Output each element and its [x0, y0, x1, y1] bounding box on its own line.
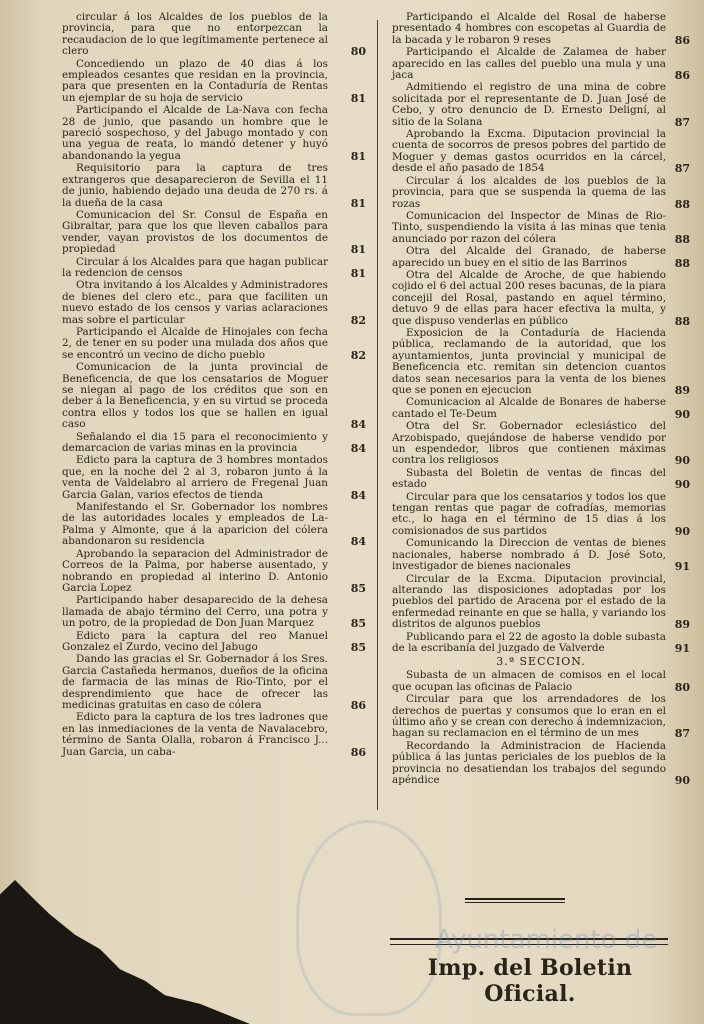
index-entry — [62, 280, 370, 326]
entry-text: Otra del Alcalde de Aroche, de que habiendo cojido el 6 del actual 200 reses bacunas, de la piara concejil del Rosal, pastando en aquel término, detuvo 9 de ellas para hacer efectiva la multa, y que dispuso venderlas en público — [392, 268, 666, 327]
entry-page-number: 88 — [674, 314, 690, 328]
entry-text: Circular para que los arrendadores de los derechos de puertas y consumos que lo eran en el último año y se crean con derecho á indemnizacion, hagan su reclamacion en el término de un mes — [392, 693, 666, 740]
imprint: Imp. del Boletin Oficial. — [427, 955, 633, 1007]
entry-page-number: 89 — [674, 384, 690, 397]
entry-text: Comunicacion de la junta provincial de Beneficencia, de que los censatarios de Moguer se niegan al pago de los créditos que son en deber á la Beneficencia, y en su virtud se proceda contra ellos y todos los que se hallen en igual caso — [62, 361, 328, 431]
entry-page-number: 81 — [350, 196, 366, 210]
entry-page-number: 85 — [350, 640, 366, 654]
entry-page-number: 84 — [350, 442, 366, 456]
index-entry — [62, 502, 370, 548]
entry-page-number: 82 — [350, 313, 366, 327]
index-entry — [62, 631, 370, 654]
entry-text: Circular á los Alcaldes para que hagan publicar la redencion de censos — [62, 255, 328, 279]
index-entry — [392, 47, 690, 81]
entry-page-number: 85 — [350, 617, 366, 631]
entry-page-number: 90 — [674, 524, 690, 538]
index-entry — [392, 468, 690, 491]
index-entry — [392, 632, 690, 655]
entry-page-number: 85 — [350, 581, 366, 595]
entry-page-number: 80 — [350, 45, 366, 59]
entry-text: Dando las gracias el Sr. Gobernador á los Sres. Garcia Castañeda hermanos, dueños de la oficina de farmacia de las minas de Rio-Tinto, por el desprendimiento que hace de ofrecer las medicinas gratuitas en caso de cólera — [62, 653, 328, 711]
index-entry — [62, 549, 370, 595]
entry-page-number: 81 — [350, 149, 366, 163]
closing-rule — [465, 898, 565, 903]
entry-text: Otra del Sr. Gobernador eclesiástico del Arzobispado, quejándose de haberse vendido por un espendedor, libros que contienen máximas contra los religiosos — [392, 420, 666, 467]
index-entry — [392, 211, 690, 245]
entry-text: Señalando el dia 15 para el reconocimiento y demarcacion de varias minas en la provincia — [62, 430, 328, 455]
index-entry — [392, 270, 690, 327]
index-entry — [392, 246, 690, 269]
right-entries — [392, 12, 690, 654]
index-entry — [392, 741, 690, 787]
index-entry — [392, 694, 690, 740]
entry-text: Comunicacion del Sr. Consul de España en Gibraltar, para que los que lleven caballos para vender, vayan provistos de los documentos de propiedad — [62, 208, 328, 256]
entry-text: Otra invitando á los Alcaldes y Administradores de bienes del clero etc., para que faciliten un nuevo estado de los censos y varias aclaraciones mas sobre el particular — [62, 279, 328, 326]
entry-page-number: 81 — [350, 91, 366, 105]
index-entry — [392, 574, 690, 631]
entry-text: Edicto para la captura de los tres ladrones que en las inmediaciones de la venta de Navalacebro, término de Santa Olalla, robaron á Francisco J... Juan Garcia, un caba- — [62, 711, 328, 758]
entry-text: Participando el Alcalde de Zalamea de haber aparecido en las calles del pueblo una mula y una jaca — [392, 46, 666, 82]
entry-text: Participando haber desaparecido de la dehesa llamada de abajo término del Cerro, una potra y un potro, de la propiedad de Don Juan Marquez — [62, 594, 328, 630]
watermark-text: Ayuntamiento de — [435, 925, 658, 955]
index-entry — [392, 670, 690, 693]
index-entry — [392, 538, 690, 572]
entry-text: Aprobando la separacion del Administrador de Correos de la Palma, por haberse ausentado, y nobrando en propiedad al interino D. Antonio Garcia Lopez — [62, 547, 328, 594]
entry-text: circular á los Alcaldes de los pueblos de la provincia, para que no entorpezcan la recaudacion de lo que legítimamente pertenece al clero — [62, 11, 328, 58]
entry-text: Circular para que los censatarios y todos los que tengan rentas que pagar de cofradías, memorias etc., lo haga en el término de 15 dias á los comisionados de sus partidos — [392, 490, 666, 537]
torn-corner — [0, 880, 250, 1024]
index-entry — [392, 328, 690, 396]
entry-page-number: 81 — [350, 243, 366, 257]
left-column — [62, 12, 370, 759]
entry-page-number: 90 — [674, 774, 690, 787]
index-entry — [62, 712, 370, 758]
index-entry — [62, 362, 370, 430]
index-entry — [62, 210, 370, 256]
index-entry — [62, 595, 370, 629]
entry-page-number: 90 — [674, 454, 690, 468]
index-entry — [392, 82, 690, 128]
index-entry — [62, 327, 370, 361]
entry-text: Concediendo un plazo de 40 dias á los empleados cesantes que residan en la provincia, para que presenten en la Contaduría de Rentas un ejemplar de su hoja de servicio — [62, 57, 328, 104]
entry-page-number: 87 — [674, 727, 690, 741]
entry-page-number: 91 — [674, 560, 690, 574]
entry-text: Edicto para la captura del reo Manuel Gonzalez el Zurdo, vecino del Jabugo — [62, 629, 328, 653]
entry-text: Subasta del Boletin de ventas de fincas del estado — [392, 466, 666, 491]
entry-page-number: 81 — [350, 266, 366, 280]
entry-page-number: 84 — [350, 535, 366, 549]
index-entry — [392, 421, 690, 467]
entry-text: Comunicacion del Inspector de Minas de Rio-Tinto, suspendiendo la visita á las minas que tenia anunciado por razon del cólera — [392, 209, 666, 245]
entry-page-number: 84 — [350, 418, 366, 432]
section-entries — [392, 670, 690, 786]
entry-text: Edicto para la captura de 3 hombres montados que, en la noche del 2 al 3, robaron junto á la venta de Valdelabro al arriero de Fregenal Juan Garcia Galan, varios efectos de tienda — [62, 454, 328, 501]
entry-page-number: 90 — [674, 478, 690, 492]
entry-page-number: 88 — [674, 197, 690, 211]
index-entry — [392, 492, 690, 538]
column-divider — [377, 20, 378, 810]
index-entry — [392, 12, 690, 46]
index-entry — [392, 397, 690, 420]
entry-page-number: 91 — [674, 641, 690, 655]
entry-text: Participando el Alcalde del Rosal de haberse presentado 4 hombres con escopetas al Guardia de la bacada y le robaron 9 reses — [392, 11, 666, 46]
index-entry — [62, 12, 370, 58]
index-entry — [392, 176, 690, 210]
entry-page-number: 88 — [674, 256, 690, 270]
entry-text: Subasta de un almacen de comisos en el local que ocupan las oficinas de Palacio — [392, 669, 666, 693]
entry-page-number: 86 — [674, 69, 690, 83]
entry-text: Circular de la Excma. Diputacion provincial, alterando las disposiciones adoptadas por los pueblos del partido de Aracena por el estado de la enfermedad reinante en que se halla, y variando los distritos de algunos pueblos — [392, 572, 666, 631]
entry-page-number: 80 — [674, 680, 690, 694]
entry-page-number: 84 — [350, 488, 366, 502]
index-entry — [62, 59, 370, 105]
section-heading: 3.ª SECCION. — [496, 655, 586, 669]
entry-text: Otra del Alcalde del Granado, de haberse aparecido un buey en el sitio de las Barrinos — [392, 245, 666, 269]
entry-text: Participando el Alcalde de La-Nava con fecha 28 de junio, que pasando un hombre que le pareció sospechoso, y del Jabugo montado y con una yegua de reata, lo mandó detener y huyó abandonando la yegua — [62, 104, 328, 162]
entry-page-number: 87 — [674, 162, 690, 176]
entry-text: Participando el Alcalde de Hinojales con fecha 2, de tener en su poder una mulada dos años que se encontró un vecino de dicho pueblo — [62, 325, 328, 361]
entry-text: Recordando la Administracion de Hacienda pública á las juntas periciales de los pueblos de la provincia no desatiendan los trabajos del segundo apéndice — [392, 739, 666, 786]
entry-page-number: 86 — [350, 698, 366, 712]
entry-page-number: 90 — [674, 407, 690, 421]
entry-page-number: 86 — [674, 33, 690, 47]
entry-text: Circular á los alcaldes de los pueblos de la provincia, para que se suspenda la quema de las rozas — [392, 174, 666, 210]
entry-text: Requisitorio para la captura de tres extrangeros que desaparecieron de Sevilla el 11 de junio, habiendo dejado una deuda de 270 rs. á la dueña de la casa — [62, 162, 328, 209]
index-entry — [62, 257, 370, 280]
index-entry — [62, 432, 370, 455]
entry-page-number: 82 — [350, 348, 366, 362]
entry-page-number: 88 — [674, 232, 690, 246]
entry-text: Aprobando la Excma. Diputacion provincial la cuenta de socorros de presos pobres del partido de Moguer y demas gastos ocurridos en la cárcel, desde el año pasado de 1854 — [392, 128, 666, 175]
entry-text: Exposicion de la Contaduría de Hacienda pública, reclamando de la autoridad, que los ayuntamientos, junta provincial y municipal de Beneficencia etc. remitan sin detencion cuantos datos sean necesarios para la venta de los bienes que se ponen en ejecucion — [392, 326, 666, 396]
entry-page-number: 89 — [674, 618, 690, 632]
index-entry — [62, 654, 370, 711]
index-entry — [62, 455, 370, 501]
index-entry — [62, 105, 370, 162]
index-entry — [392, 129, 690, 175]
entry-page-number: 86 — [350, 745, 366, 759]
entry-text: Comunicando la Direccion de ventas de bienes nacionales, haberse nombrado á D. José Soto, investigador de bienes nacionales — [392, 537, 666, 573]
entry-text: Manifestando el Sr. Gobernador los nombres de las autoridades locales y empleados de La-Palma y Almonte, que á la aparicion del cólera abandonaron su residencia — [62, 501, 328, 548]
entry-text: Admitiendo el registro de una mina de cobre solicitada por el representante de D. Juan José de Cebo, y otro denuncio de D. Ernesto Deligní, al sitio de la Solana — [392, 81, 666, 128]
index-entry — [62, 163, 370, 209]
right-column — [392, 12, 690, 787]
entry-text: Comunicacion al Alcalde de Bonares de haberse cantado el Te-Deum — [392, 396, 666, 420]
entry-page-number: 87 — [674, 115, 690, 129]
entry-text: Publicando para el 22 de agosto la doble subasta de la escribanía del juzgado de Valverde — [392, 630, 666, 654]
